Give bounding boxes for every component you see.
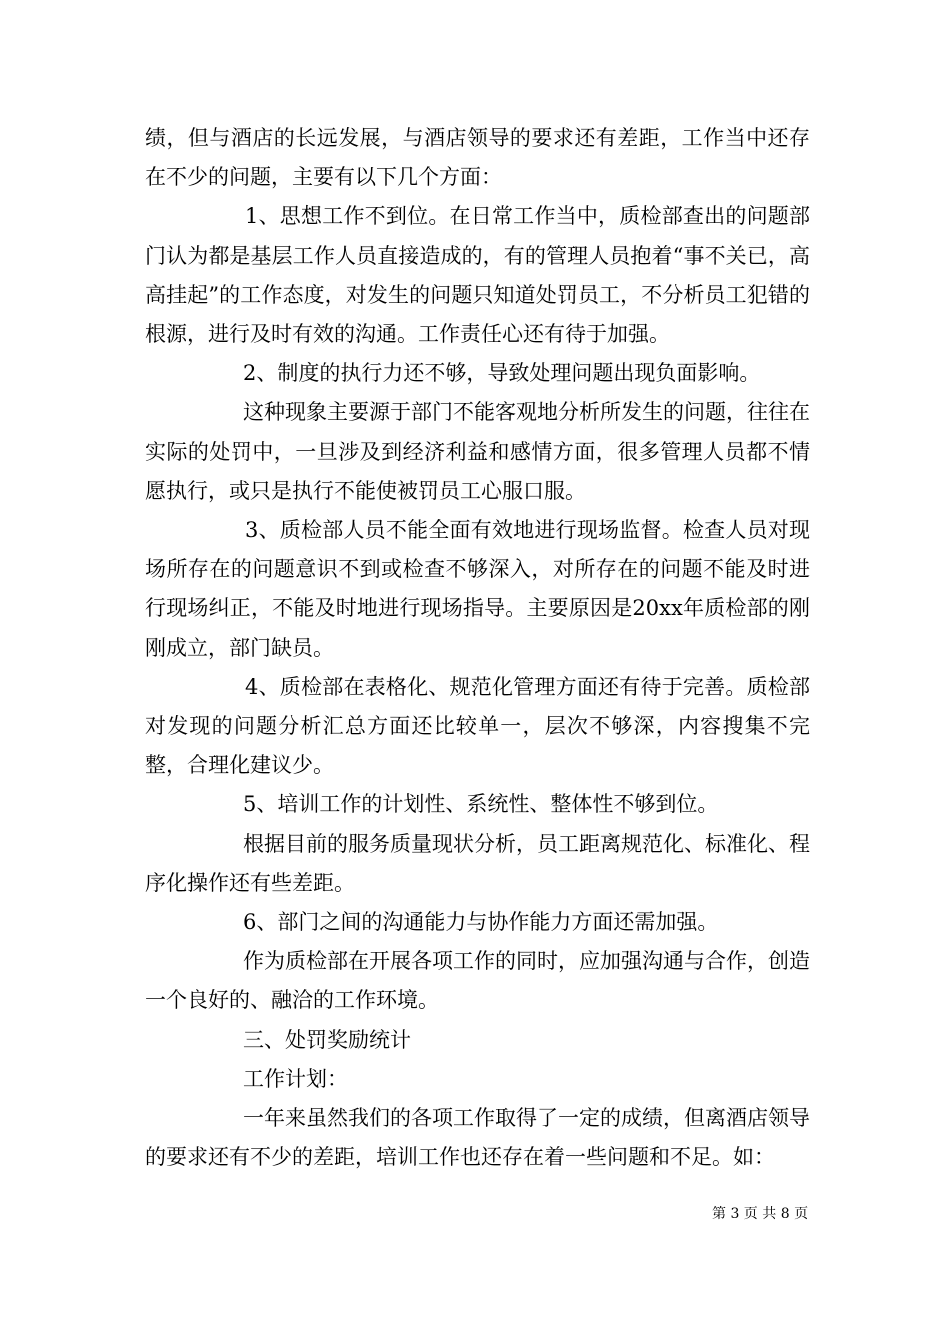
paragraph: 3、质检部人员不能全面有效地进行现场监督。检查人员对现场所存在的问题意识不到或检查不够深入，对所存在的问题不能及时进行现场纠正，不能及时地进行现场指导。主要原因是20xx年质检部的刚刚成立，部门缺员。: [145, 518, 810, 660]
paragraph: 一年来虽然我们的各项工作取得了一定的成绩，但离酒店领导的要求还有不少的差距，培训工作也还存在着一些问题和不足。如：: [145, 1106, 810, 1170]
paragraph: 1、思想工作不到位。在日常工作当中，质检部查出的问题部门认为都是基层工作人员直接造成的，有的管理人员抱着“事不关已，高高挂起”的工作态度，对发生的问题只知道处罚员工，不分析员工犯错的根源，进行及时有效的沟通。工作责任心还有待于加强。: [145, 204, 810, 347]
paragraph: 2、制度的执行力还不够，导致处理问题出现负面影响。: [243, 361, 761, 386]
paragraph: 4、质检部在表格化、规范化管理方面还有待于完善。质检部对发现的问题分析汇总方面还比较单一，层次不够深，内容搜集不完整，合理化建议少。: [145, 674, 810, 778]
subheading: 工作计划：: [243, 1066, 348, 1091]
paragraph: 绩，但与酒店的长远发展，与酒店领导的要求还有差距，工作当中还存在不少的问题，主要有以下几个方面：: [145, 126, 810, 190]
paragraph: 5、培训工作的计划性、系统性、整体性不够到位。: [243, 792, 719, 817]
paragraph: 作为质检部在开展各项工作的同时，应加强沟通与合作，创造一个良好的、融洽的工作环境。: [145, 949, 810, 1013]
page-number: 第 3 页 共 8 页: [712, 1206, 809, 1222]
document-body: [145, 119, 810, 1177]
paragraph: 根据目前的服务质量现状分析，员工距离规范化、标准化、程序化操作还有些差距。: [145, 831, 810, 895]
paragraph: 这种现象主要源于部门不能客观地分析所发生的问题，往往在实际的处罚中，一旦涉及到经济利益和感情方面，很多管理人员都不情愿执行，或只是执行不能使被罚员工心服口服。: [145, 400, 810, 503]
section-heading: 三、处罚奖励统计: [243, 1027, 411, 1052]
paragraph: 6、部门之间的沟通能力与协作能力方面还需加强。: [243, 910, 719, 935]
